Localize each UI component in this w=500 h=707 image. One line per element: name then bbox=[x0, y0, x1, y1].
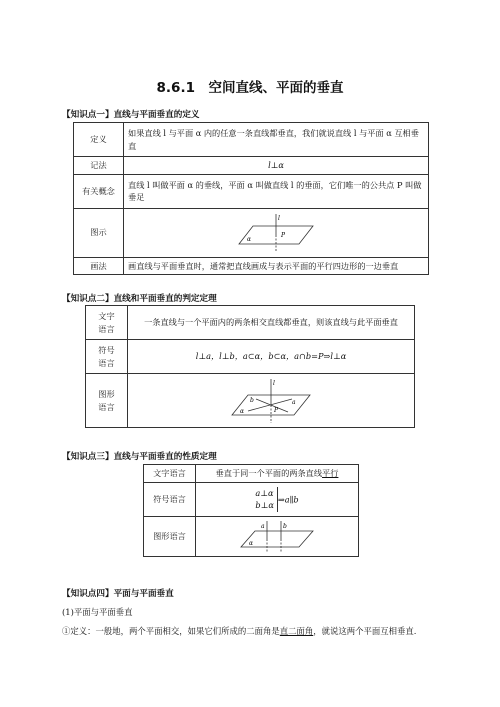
row-content: 直线 l 叫做平面 α 的垂线，平面 α 叫做直线 l 的垂面，它们唯一的公共点 P 叫做垂足 bbox=[124, 174, 429, 208]
row-content: 如果直线 l 与平面 α 内的任意一条直线都垂直，我们就说直线 l 与平面 α 互相垂直 bbox=[124, 123, 429, 157]
figure-label-plane: α bbox=[247, 235, 252, 243]
figure-label-point: P bbox=[281, 231, 286, 239]
row-label-top: 图形 bbox=[98, 388, 115, 399]
section2-heading: 【知识点二】直线和平面垂直的判定定理 bbox=[62, 294, 217, 304]
definition-suffix: ，就说这两个平面互相垂直. bbox=[313, 626, 417, 636]
figure-label-plane: α bbox=[249, 540, 254, 548]
table-row bbox=[86, 340, 415, 374]
definition-underlined: 直二面角 bbox=[279, 626, 314, 636]
row-content: l⊥a，l⊥b，a⊂α，b⊂α，a∩b=P⇒l⊥α bbox=[128, 340, 415, 374]
row-label bbox=[86, 340, 128, 374]
table-row bbox=[144, 516, 359, 556]
row-content bbox=[196, 482, 359, 516]
row-label: 图示 bbox=[74, 208, 124, 257]
figure-label-b: b bbox=[283, 523, 287, 531]
row-content-prefix: 垂直于同一个平面的两条直线 bbox=[215, 468, 323, 478]
figure-cell bbox=[196, 516, 359, 556]
row-label-bottom: 语言 bbox=[98, 401, 115, 412]
row-label: 图形语言 bbox=[144, 516, 196, 556]
perpendicular-criterion-figure bbox=[226, 377, 316, 425]
row-content: 画直线与平面垂直时，通常把直线画成与表示平面的平行四边形的一边垂直 bbox=[124, 257, 429, 275]
symbol-result: ⇒a∥b bbox=[277, 493, 299, 504]
condition-2: b⊥α bbox=[255, 500, 274, 511]
section3-heading: 【知识点三】直线与平面垂直的性质定理 bbox=[62, 452, 217, 462]
table-row bbox=[74, 123, 429, 157]
line-plane-perpendicular-figure bbox=[231, 212, 321, 254]
figure-label-line: l bbox=[278, 214, 280, 222]
row-label: 画法 bbox=[74, 257, 124, 275]
section3-table bbox=[143, 464, 359, 557]
table-row bbox=[74, 257, 429, 275]
symbol-conditions bbox=[255, 487, 277, 512]
table-row bbox=[74, 174, 429, 208]
figure-label-point: P bbox=[274, 406, 279, 414]
row-label: 符号语言 bbox=[144, 482, 196, 516]
row-label bbox=[86, 374, 128, 428]
table-row bbox=[86, 374, 415, 428]
section1-heading: 【知识点一】直线与平面垂直的定义 bbox=[62, 110, 200, 120]
table-row bbox=[74, 157, 429, 175]
section2-table bbox=[85, 305, 415, 428]
condition-1: a⊥α bbox=[255, 487, 274, 498]
row-label-bottom: 语言 bbox=[98, 357, 115, 368]
section4-definition bbox=[62, 625, 416, 637]
row-label bbox=[86, 306, 128, 340]
figure-label-b: b bbox=[250, 396, 254, 404]
row-label-top: 文字 bbox=[98, 310, 115, 321]
definition-prefix: ①定义：一般地，两个平面相交，如果它们所成的二面角是 bbox=[62, 626, 280, 636]
row-label: 有关概念 bbox=[74, 174, 124, 208]
row-label: 记法 bbox=[74, 157, 124, 175]
section4-subheading: (1)平面与平面垂直 bbox=[62, 607, 133, 617]
row-content: l⊥α bbox=[124, 157, 429, 175]
figure-label-line: l bbox=[273, 379, 275, 387]
row-content bbox=[196, 465, 359, 483]
table-row bbox=[144, 482, 359, 516]
page-title: 8.6.1 空间直线、平面的垂直 bbox=[156, 80, 344, 96]
row-content-underlined: 平行 bbox=[322, 468, 339, 478]
table-row bbox=[86, 306, 415, 340]
row-label: 定义 bbox=[74, 123, 124, 157]
section1-table bbox=[73, 122, 429, 275]
figure-cell bbox=[128, 374, 415, 428]
figure-label-a: a bbox=[292, 398, 296, 406]
row-label-top: 符号 bbox=[98, 344, 115, 355]
row-label: 文字语言 bbox=[144, 465, 196, 483]
row-label-bottom: 语言 bbox=[98, 323, 115, 334]
figure-cell bbox=[124, 208, 429, 257]
table-row bbox=[144, 465, 359, 483]
table-row bbox=[74, 208, 429, 257]
parallel-perpendiculars-figure bbox=[237, 519, 317, 553]
figure-label-a: a bbox=[261, 523, 265, 531]
figure-label-plane: α bbox=[240, 407, 245, 415]
section4-heading: 【知识点四】平面与平面垂直 bbox=[62, 589, 174, 599]
row-content: 一条直线与一个平面内的两条相交直线都垂直，则该直线与此平面垂直 bbox=[128, 306, 415, 340]
